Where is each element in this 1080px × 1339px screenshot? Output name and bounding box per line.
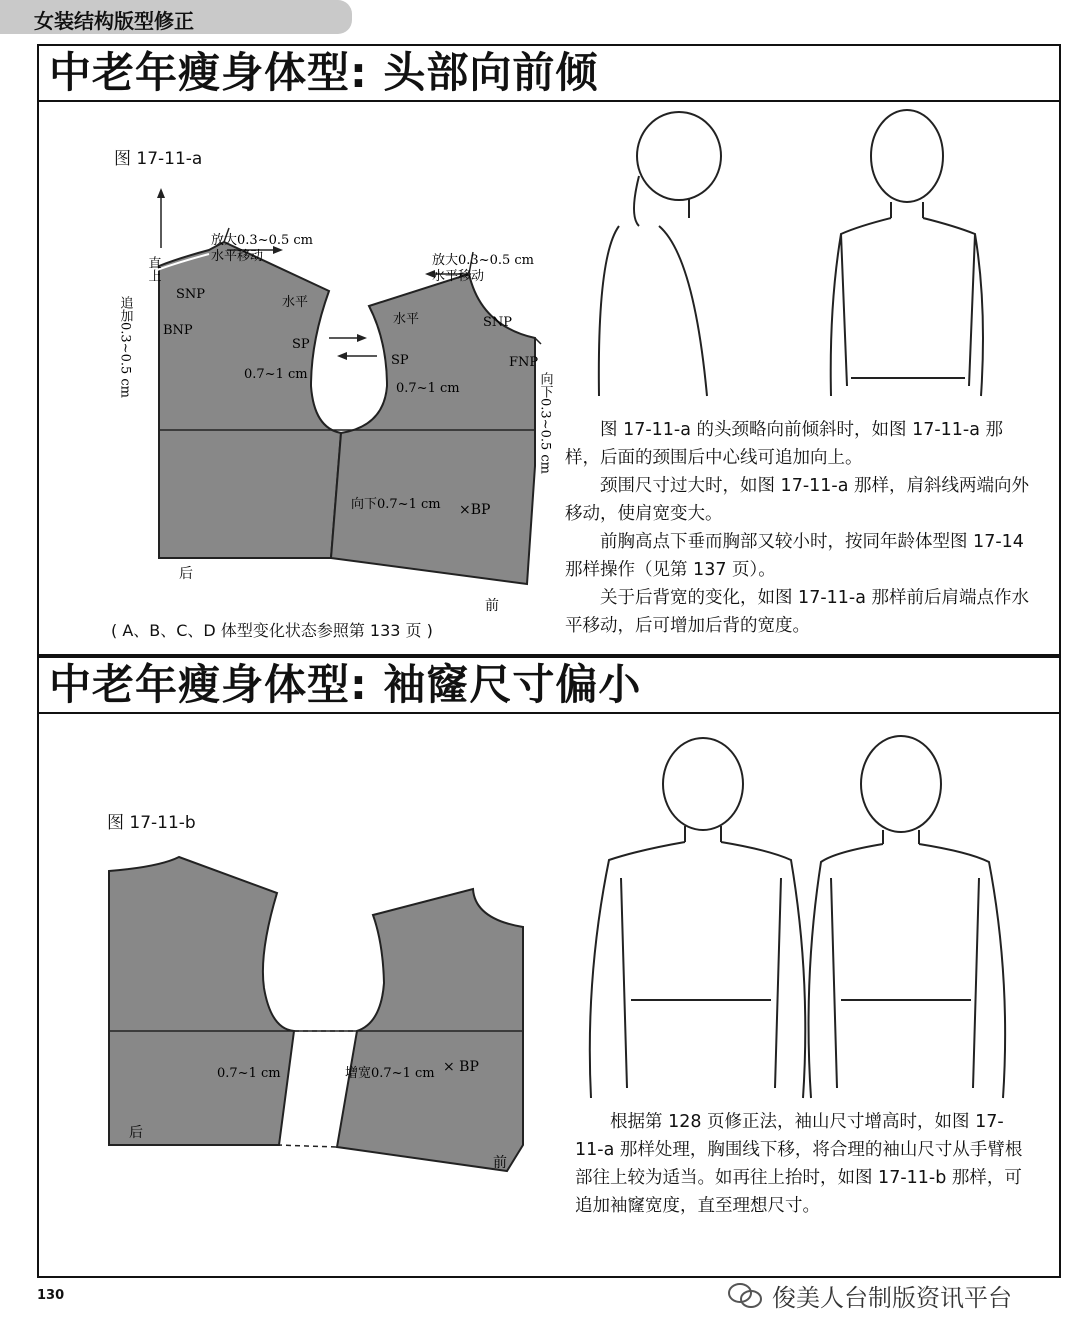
label-enlarge-right: 放大0.3~0.5 cm <box>432 253 534 268</box>
paragraph-4: 关于后背宽的变化，如图 17-11-a 那样前后肩端点作水平移动，后可增加后背的宽度。 <box>565 588 1030 636</box>
wechat-icon <box>728 1283 762 1309</box>
pattern-diagram-b <box>99 843 559 1203</box>
label-hmove-right: 水平移动 <box>432 269 485 284</box>
label-down-center: 向下0.7~1 cm <box>351 497 441 512</box>
label-fnp: FNP <box>509 355 539 370</box>
label-cm-left: 0.7~1 cm <box>244 367 308 382</box>
label-add-left: 追加0.3~0.5 cm <box>117 296 133 398</box>
label-snp-left: SNP <box>176 287 206 302</box>
label-hmove-left: 水平移动 <box>211 249 264 264</box>
paragraph-3: 前胸高点下垂而胸部又较小时，按同年龄体型图 17-14 那样操作（见第 137 页）。 <box>565 532 1024 580</box>
label-cm-left: 0.7~1 cm <box>217 1066 281 1081</box>
pattern-diagram-a <box>79 166 553 666</box>
book-title: 女装结构版型修正 <box>34 9 194 33</box>
platform-name: 俊美人台制版资讯平台 <box>772 1284 1012 1312</box>
label-horizontal-left: 水平 <box>282 295 309 310</box>
label-sp-right: SP <box>391 353 409 368</box>
figure-label: 图 17-11-a <box>114 149 203 169</box>
label-sp-left: SP <box>292 337 310 352</box>
figure-caption: ( A、B、C、D 体型变化状态参照第 133 页 ) <box>111 621 433 640</box>
figure-label: 图 17-11-b <box>107 813 196 833</box>
label-front: 前 <box>485 598 499 614</box>
back-panel <box>109 857 294 1145</box>
paragraph-1: 图 17-11-a 的头颈略向前倾斜时，如图 17-11-a 那样，后面的颈围后中心线可追加向上。 <box>565 420 1004 468</box>
label-widen: 增宽0.7~1 cm <box>345 1066 435 1081</box>
illustration-side-front <box>579 106 1019 386</box>
paragraph: 根据第 128 页修正法，袖山尺寸增高时，如图 17-11-a 那样处理，胸围线下移，将合理的袖山尺寸从手臂根部往上较为适当。如再往上抬时，如图 17-11-b 那样，可追加袖窿宽度，直至理想尺寸。 <box>575 1112 1023 1216</box>
section-title: 中老年瘦身体型: 袖窿尺寸偏小 <box>39 658 1059 714</box>
label-back: 后 <box>179 566 193 582</box>
label-vertical: 直上 <box>145 256 161 282</box>
section-small-armhole <box>37 656 1061 1278</box>
label-back: 后 <box>129 1125 143 1141</box>
label-front: 前 <box>493 1155 507 1171</box>
label-bp: × BP <box>443 1059 479 1075</box>
label-bnp: BNP <box>163 323 193 338</box>
label-horizontal-right: 水平 <box>393 312 420 327</box>
label-cm-right: 0.7~1 cm <box>396 381 460 396</box>
footer <box>728 1278 1012 1313</box>
illustration-back-front <box>579 738 1019 1098</box>
page-number: 130 <box>37 1288 65 1303</box>
label-snp-right: SNP <box>483 315 513 330</box>
header-tab <box>0 0 352 34</box>
section-title: 中老年瘦身体型: 头部向前倾 <box>39 46 1059 102</box>
label-enlarge-left: 放大0.3~0.5 cm <box>211 233 313 248</box>
label-bp: ×BP <box>459 502 491 518</box>
front-panel <box>337 889 523 1171</box>
section-head-forward <box>37 44 1061 656</box>
paragraph-2: 颈围尺寸过大时，如图 17-11-a 那样，肩斜线两端向外移动，使肩宽变大。 <box>565 476 1030 524</box>
label-down-right: 向下0.3~0.5 cm <box>537 372 553 474</box>
